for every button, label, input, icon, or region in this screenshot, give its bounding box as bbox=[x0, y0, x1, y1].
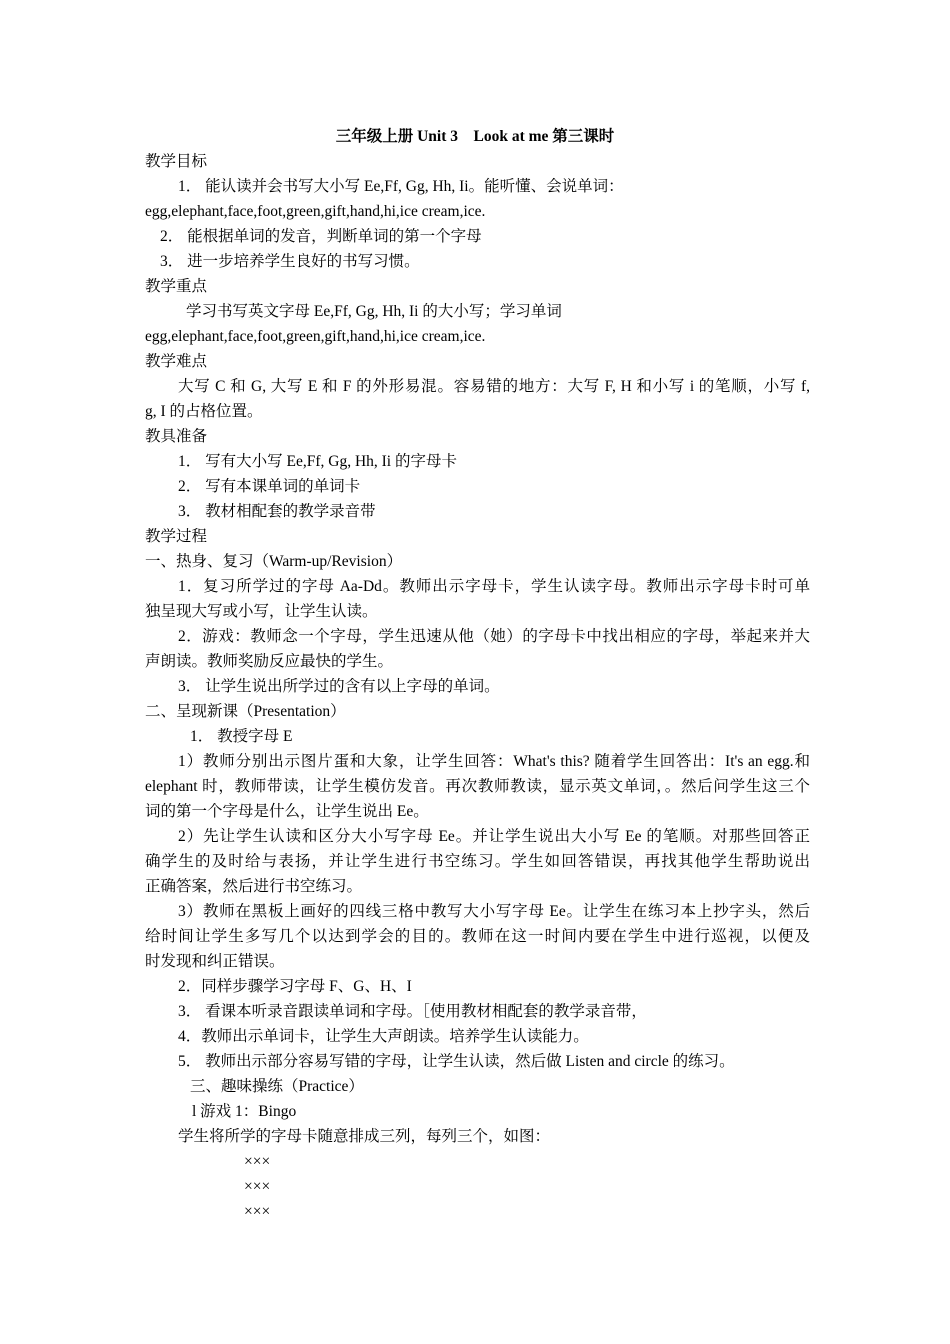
heading-difficulties: 教学难点 bbox=[145, 353, 208, 370]
presentation-para-1-line-3: 词的第一个字母是什么，让学生说出 Ee。 bbox=[145, 803, 429, 820]
heading-process: 教学过程 bbox=[145, 528, 208, 545]
presentation-para-2: 2）先让学生认读和区分大小写字母 Ee。并让学生说出大小写 Ee 的笔顺。对那些回答正 bbox=[178, 828, 810, 845]
objective-item-1-cont: egg,elephant,face,foot,green,gift,hand,hi,ice cream,ice. bbox=[145, 203, 486, 220]
practice-game-1-desc: 学生将所学的字母卡随意排成三列，每列三个，如图： bbox=[178, 1128, 551, 1145]
presentation-step-4: 4．教师出示单词卡，让学生大声朗读。培养学生认读能力。 bbox=[178, 1028, 589, 1045]
presentation-step-2: 2．同样步骤学习字母 F、G、H、I bbox=[178, 978, 412, 995]
warmup-step-2: 2．游戏：教师念一个字母，学生迅速从他（她）的字母卡中找出相应的字母，举起来并大 bbox=[178, 628, 810, 645]
presentation-para-3: 3）教师在黑板上画好的四线三格中教写大小写字母 Ee。让学生在练习本上抄字头，然后 bbox=[178, 903, 810, 920]
presentation-para-3-line-2: 给时间让学生多写几个以达到学会的目的。教师在这一时间内要在学生中进行巡视，以便及 bbox=[145, 928, 810, 945]
presentation-step-5: 5． 教师出示部分容易写错的字母，让学生认读，然后做 Listen and circle 的练习。 bbox=[178, 1053, 735, 1070]
practice-game-1: l 游戏 1：Bingo bbox=[192, 1103, 297, 1120]
section-practice-heading: 三、趣味操练（Practice） bbox=[190, 1078, 364, 1095]
objective-item-1: 1． 能认读并会书写大小写 Ee,Ff, Gg, Hh, Ii。能听懂、会说单词： bbox=[178, 178, 624, 195]
materials-item-2: 2． 写有本课单词的单词卡 bbox=[178, 478, 361, 495]
presentation-para-2-line-2: 确学生的及时给与表扬，并让学生进行书空练习。学生如回答错误，再找其他学生帮助说出 bbox=[145, 853, 810, 870]
presentation-step-1: 1． 教授字母 E bbox=[190, 728, 293, 745]
objective-item-2: 2． 能根据单词的发音，判断单词的第一个字母 bbox=[160, 228, 482, 245]
key-points-text-cont: egg,elephant,face,foot,green,gift,hand,hi,ice cream,ice. bbox=[145, 328, 486, 345]
presentation-para-1: 1）教师分别出示图片蛋和大象，让学生回答：What's this? 随着学生回答出：It's an egg.和 bbox=[178, 753, 810, 770]
key-points-text: 学习书写英文字母 Ee,Ff, Gg, Hh, Ii 的大小写；学习单词 bbox=[186, 303, 562, 320]
warmup-step-1: 1．复习所学过的字母 Aa-Dd。教师出示字母卡，学生认读字母。教师出示字母卡时可单 bbox=[178, 578, 810, 595]
section-warmup-heading: 一、热身、复习（Warm-up/Revision） bbox=[145, 553, 403, 570]
difficulties-text-cont: g, I 的占格位置。 bbox=[145, 403, 263, 420]
bingo-row-3: ××× bbox=[244, 1203, 271, 1220]
presentation-step-3: 3． 看课本听录音跟读单词和字母。［使用教材相配套的教学录音带， bbox=[178, 1003, 647, 1020]
warmup-step-3: 3． 让学生说出所学过的含有以上字母的单词。 bbox=[178, 678, 500, 695]
warmup-step-2-cont: 声朗读。教师奖励反应最快的学生。 bbox=[145, 653, 394, 670]
warmup-step-1-cont: 独呈现大写或小写，让学生认读。 bbox=[145, 603, 378, 620]
bingo-row-2: ××× bbox=[244, 1178, 271, 1195]
objective-item-3: 3． 进一步培养学生良好的书写习惯。 bbox=[160, 253, 420, 270]
heading-key-points: 教学重点 bbox=[145, 278, 208, 295]
presentation-para-1-line-2: elephant 时，教师带读，让学生模仿发音。再次教师教读，显示英文单词，。然后问学生这三个 bbox=[145, 778, 810, 795]
heading-materials: 教具准备 bbox=[145, 428, 208, 445]
presentation-para-2-line-3: 正确答案，然后进行书空练习。 bbox=[145, 878, 363, 895]
heading-objectives: 教学目标 bbox=[145, 153, 208, 170]
bingo-row-1: ××× bbox=[244, 1153, 271, 1170]
materials-item-1: 1． 写有大小写 Ee,Ff, Gg, Hh, Ii 的字母卡 bbox=[178, 453, 457, 470]
section-presentation-heading: 二、呈现新课（Presentation） bbox=[145, 703, 346, 720]
difficulties-text: 大写 C 和 G, 大写 E 和 F 的外形易混。容易错的地方：大写 F, H 和小写 i 的笔顺，小写 f, bbox=[178, 378, 810, 395]
document-title: 三年级上册 Unit 3 Look at me 第三课时 bbox=[335, 128, 615, 145]
presentation-para-3-line-3: 时发现和纠正错误。 bbox=[145, 953, 285, 970]
materials-item-3: 3． 教材相配套的教学录音带 bbox=[178, 503, 376, 520]
